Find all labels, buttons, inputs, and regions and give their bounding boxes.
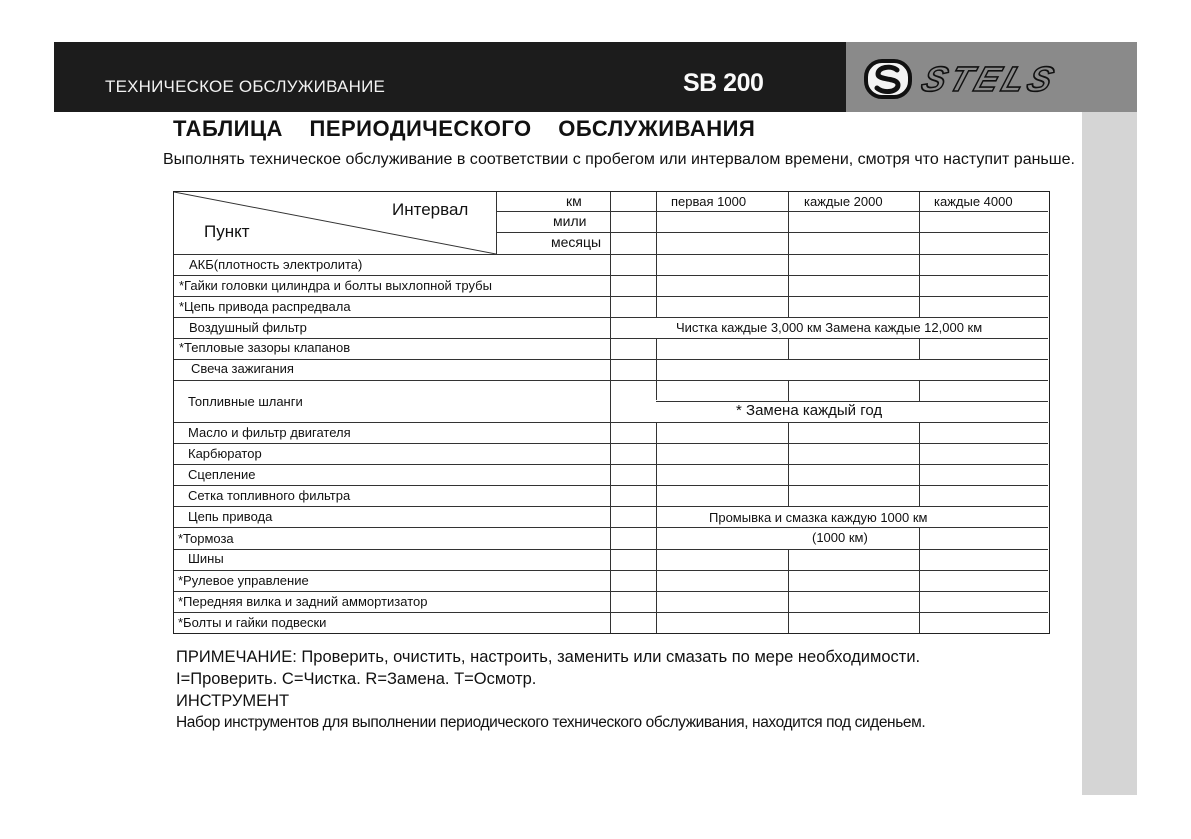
grid-line	[496, 232, 1048, 233]
grid-line	[174, 591, 1048, 592]
grid-line	[174, 254, 1048, 255]
grid-line	[174, 296, 1048, 297]
grid-line	[919, 527, 920, 549]
row-air-filter: Воздушный фильтр	[189, 320, 307, 335]
note-air-filter: Чистка каждые 3,000 км Замена каждые 12,000 км	[676, 320, 983, 335]
grid-line	[496, 192, 497, 254]
row-valve-clearance: *Тепловые зазоры клапанов	[179, 340, 351, 355]
grid-line	[174, 527, 1048, 528]
grid-line	[610, 192, 611, 633]
grid-line	[174, 612, 1048, 613]
grid-line	[788, 338, 789, 359]
grid-line	[174, 549, 1048, 550]
grid-line	[174, 570, 1048, 571]
page-title: ТАБЛИЦА ПЕРИОДИЧЕСКОГО ОБСЛУЖИВАНИЯ	[173, 116, 756, 141]
row-suspension-bolts: *Болты и гайки подвески	[178, 615, 327, 630]
grid-line	[174, 422, 1048, 423]
row-engine-oil: Масло и фильтр двигателя	[188, 425, 351, 440]
note-fuel-hoses: * Замена каждый год	[736, 402, 883, 419]
unit-km: км	[566, 193, 582, 209]
grid-line	[919, 380, 920, 401]
row-brakes: *Тормоза	[178, 531, 234, 546]
section-title: ТЕХНИЧЕСКОЕ ОБСЛУЖИВАНИЕ	[105, 77, 386, 96]
grid-line	[656, 338, 657, 400]
grid-line	[174, 380, 1048, 381]
grid-line	[919, 338, 920, 359]
header-item: Пункт	[204, 222, 250, 241]
col-first-1000: первая 1000	[671, 194, 747, 209]
row-cam-chain: *Цепь привода распредвала	[179, 299, 351, 314]
row-tires: Шины	[188, 551, 224, 566]
grid-line	[174, 275, 1048, 276]
row-carburetor: Карбюратор	[188, 446, 262, 461]
grid-line	[174, 317, 1048, 318]
row-fork-shock: *Передняя вилка и задний аммортизатор	[178, 594, 428, 609]
row-battery: АКБ(плотность электролита)	[189, 257, 363, 272]
header-interval: Интервал	[392, 200, 469, 219]
row-cylinder-head-nuts: *Гайки головки цилиндра и болты выхлопной трубы	[179, 278, 492, 293]
legend-text: I=Проверить. C=Чистка. R=Замена. T=Осмотр.	[176, 670, 537, 688]
unit-months: месяцы	[551, 234, 602, 250]
grid-line	[496, 211, 1048, 212]
stels-logo-text: STELS	[916, 60, 1063, 99]
row-fuel-hoses: Топливные шланги	[188, 394, 303, 409]
stels-logo-icon	[864, 59, 912, 99]
grid-line	[174, 506, 1048, 507]
grid-line	[788, 380, 789, 401]
grid-line	[174, 485, 1048, 486]
row-fuel-strainer: Сетка топливного фильтра	[188, 488, 351, 503]
unit-miles: мили	[553, 213, 587, 229]
row-drive-chain: Цепь привода	[188, 509, 273, 524]
col-every-4000: каждые 4000	[934, 194, 1013, 209]
grid-line	[174, 464, 1048, 465]
col-every-2000: каждые 2000	[804, 194, 883, 209]
intro-text: Выполнять техническое обслуживание в соответствии с пробегом или интервалом времени, смотря что наступит раньше.	[163, 151, 1075, 168]
row-spark-plug: Свеча зажигания	[191, 361, 294, 376]
note-drive-chain: Промывка и смазка каждую 1000 км	[709, 510, 928, 525]
model-name: SB 200	[683, 69, 764, 97]
tool-text: Набор инструментов для выполнении периодического технического обслуживания, находится под сиденьем.	[176, 714, 926, 731]
grid-line	[174, 359, 1048, 360]
notes-section	[176, 646, 925, 734]
row-steering: *Рулевое управление	[178, 573, 309, 588]
note-brakes: (1000 км)	[812, 530, 868, 545]
maintenance-table	[173, 191, 1050, 634]
note-text: ПРИМЕЧАНИЕ: Проверить, очистить, настроить, заменить или смазать по мере необходимости.	[176, 648, 921, 666]
grid-line	[174, 443, 1048, 444]
tool-heading: ИНСТРУМЕНТ	[176, 692, 290, 710]
side-strip	[1082, 112, 1137, 795]
grid-line	[174, 338, 1048, 339]
row-clutch: Сцепление	[188, 467, 256, 482]
